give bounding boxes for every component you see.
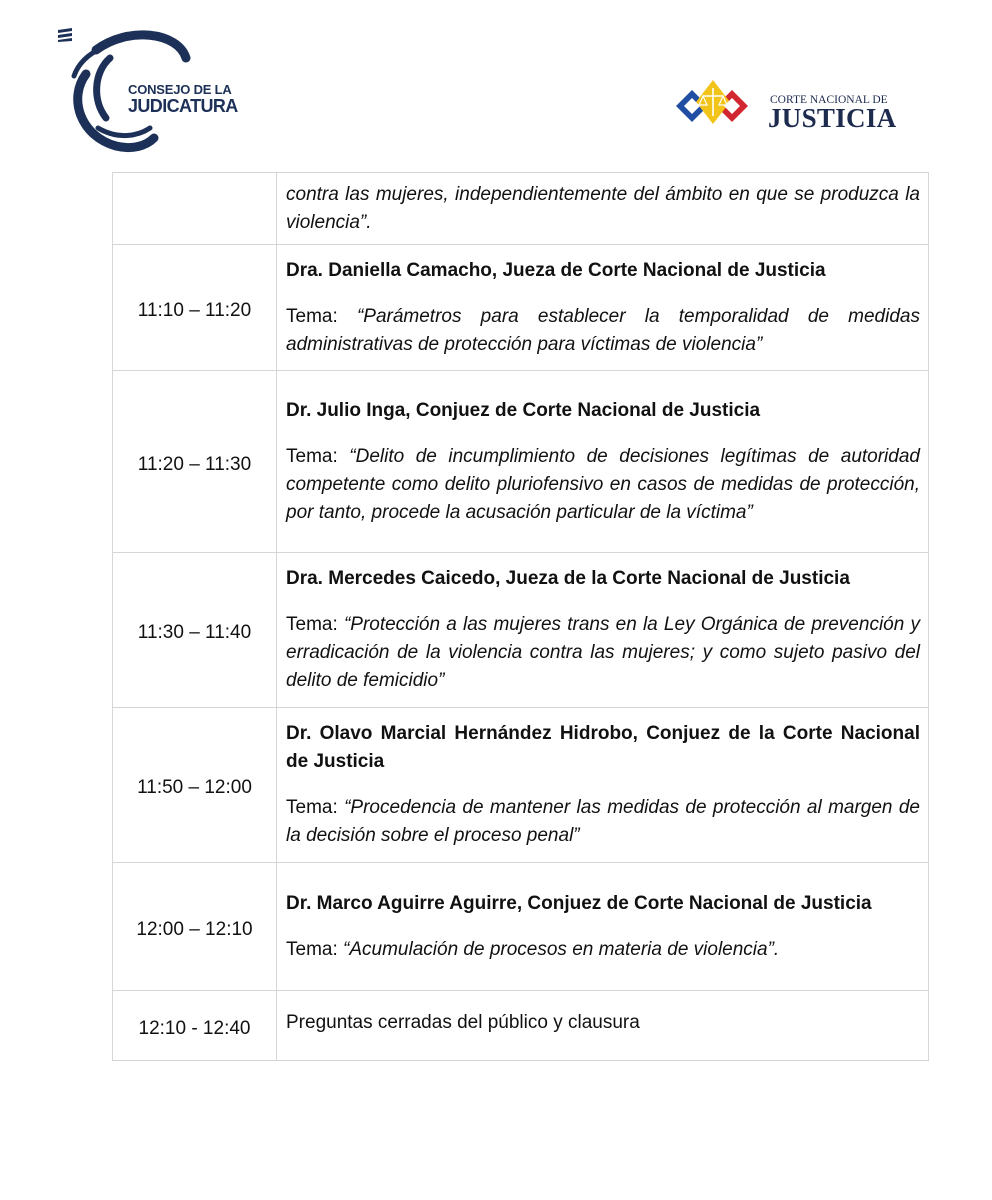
tema-text: “Parámetros para establecer la temporalidad de medidas administrativas de protección para víctimas de violencia” bbox=[286, 305, 920, 355]
time-cell: 11:30 – 11:40 bbox=[113, 553, 277, 708]
speaker-name: Dr. Julio Inga, Conjuez de Corte Nacional de Justicia bbox=[286, 399, 761, 421]
tema-label: Tema: bbox=[286, 305, 357, 327]
table-row bbox=[113, 553, 929, 708]
table-row bbox=[113, 991, 929, 1061]
logo-line-judicatura: JUDICATURA bbox=[128, 96, 238, 116]
content-cell bbox=[277, 708, 929, 863]
time-cell: 11:10 – 11:20 bbox=[113, 245, 277, 371]
tema-text: “Protección a las mujeres trans en la Ley Orgánica de prevención y erradicación de la violencia contra las mujeres; y como sujeto pasivo del delito de femicidio” bbox=[286, 614, 920, 691]
time-cell-empty bbox=[113, 173, 277, 245]
tema-label: Tema: bbox=[286, 445, 350, 467]
agenda-table bbox=[112, 172, 929, 1061]
time-cell: 12:00 – 12:10 bbox=[113, 863, 277, 991]
tema-paragraph bbox=[286, 303, 920, 359]
table-row bbox=[113, 863, 929, 991]
tema-paragraph bbox=[286, 611, 920, 695]
content-cell bbox=[277, 991, 929, 1061]
flag-stripes-icon bbox=[58, 28, 72, 42]
speaker-name: Dr. Olavo Marcial Hernández Hidrobo, Conjuez de la Corte Nacional de Justicia bbox=[286, 723, 920, 772]
tema-text: “Procedencia de mantener las medidas de protección al margen de la decisión sobre el proceso penal” bbox=[286, 797, 920, 846]
content-cell bbox=[277, 553, 929, 708]
table-row bbox=[113, 371, 929, 553]
tema-text: “Acumulación de procesos en materia de violencia”. bbox=[343, 938, 780, 960]
time-cell: 11:50 – 12:00 bbox=[113, 708, 277, 863]
continuation-text: contra las mujeres, independientemente del ámbito en que se produzca la violencia”. bbox=[286, 183, 920, 233]
content-cell bbox=[277, 371, 929, 553]
corte-nacional-justicia-logo bbox=[676, 76, 906, 136]
tema-paragraph bbox=[286, 443, 920, 527]
table-row bbox=[113, 245, 929, 371]
content-cell bbox=[277, 173, 929, 245]
tema-text: “Delito de incumplimiento de decisiones legítimas de autoridad competente como delito pluriofensivo en casos de medidas de protección, por tanto, procede la acusación particular de la víctima” bbox=[286, 445, 920, 523]
speaker-name: Dr. Marco Aguirre Aguirre, Conjuez de Corte Nacional de Justicia bbox=[286, 892, 872, 914]
content-cell bbox=[277, 245, 929, 371]
logo-line-consejo: CONSEJO DE LA bbox=[128, 82, 232, 97]
content-cell bbox=[277, 863, 929, 991]
tema-paragraph bbox=[286, 936, 920, 964]
logo-line-justicia: JUSTICIA bbox=[768, 103, 897, 133]
logo-line-corte-nacional: CORTE NACIONAL DE bbox=[770, 94, 888, 106]
tema-label: Tema: bbox=[286, 797, 345, 818]
closing-text: Preguntas cerradas del público y clausura bbox=[286, 1012, 640, 1033]
tema-paragraph bbox=[286, 794, 920, 850]
time-cell: 12:10 - 12:40 bbox=[113, 991, 277, 1061]
tema-label: Tema: bbox=[286, 938, 344, 960]
table-row bbox=[113, 173, 929, 245]
table-row bbox=[113, 708, 929, 863]
time-cell: 11:20 – 11:30 bbox=[113, 371, 277, 553]
tema-label: Tema: bbox=[286, 614, 344, 635]
speaker-name: Dra. Daniella Camacho, Jueza de Corte Nacional de Justicia bbox=[286, 259, 826, 281]
speaker-name: Dra. Mercedes Caicedo, Jueza de la Corte Nacional de Justicia bbox=[286, 568, 850, 589]
consejo-judicatura-logo bbox=[58, 28, 258, 156]
justicia-emblem-icon bbox=[676, 76, 756, 132]
